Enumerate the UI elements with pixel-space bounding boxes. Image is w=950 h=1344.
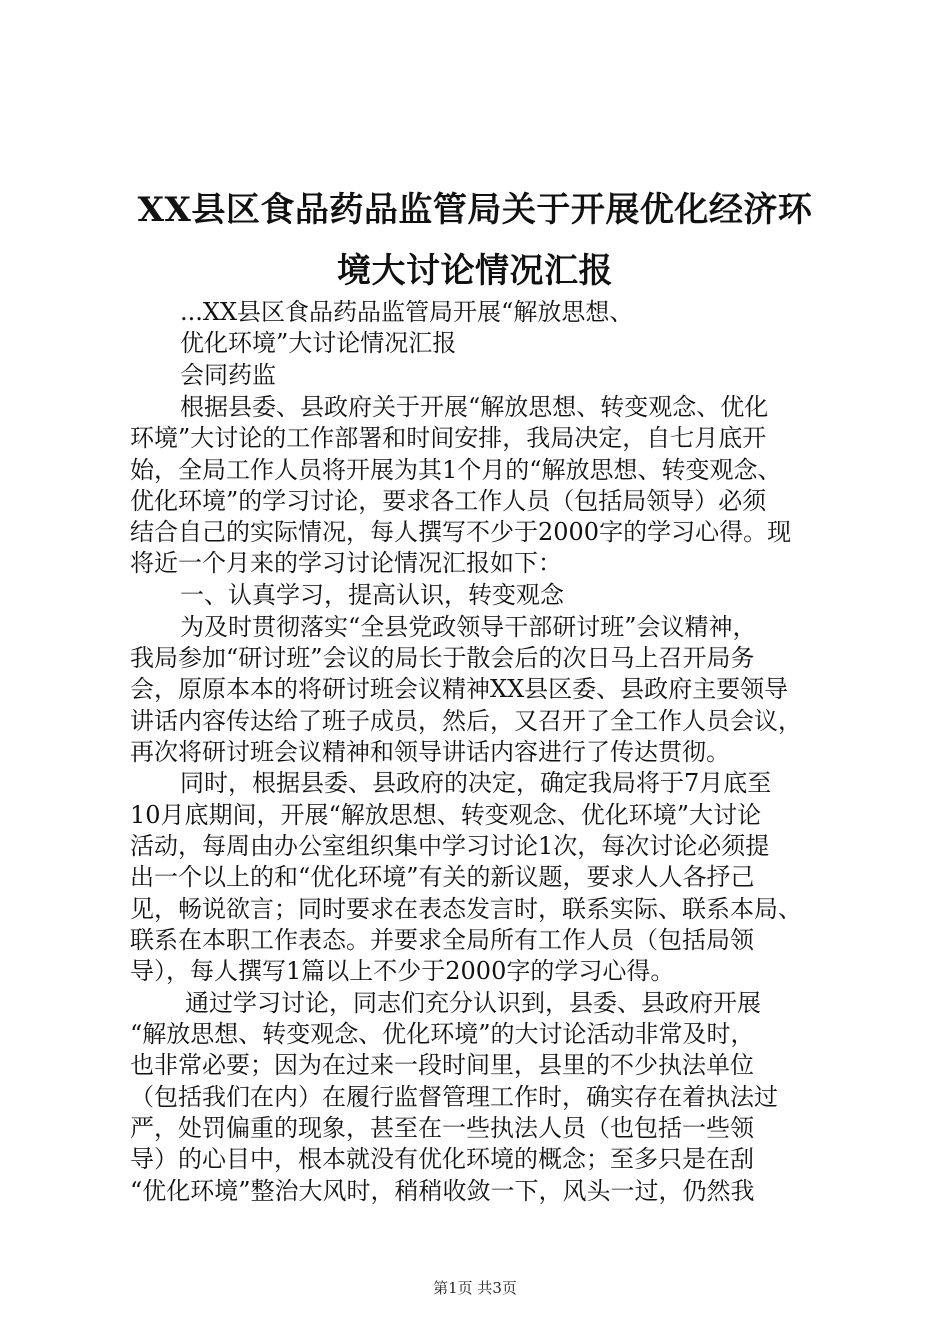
body-line: 根据县委、县政府关于开展“解放思想、转变观念、优化 [180, 393, 769, 421]
body-line: 始，全局工作人员将开展为其1个月的“解放思想、转变观念、 [130, 456, 782, 484]
body-line: 见，畅说欲言；同时要求在表态发言时，联系实际、联系本局、 [130, 895, 802, 923]
body-line: 同时，根据县委、县政府的决定，确定我局将于7月底至 [180, 769, 772, 797]
body-line: 导）的心目中，根本就没有优化环境的概念；至多只是在刮 [130, 1145, 754, 1173]
body-line: “优化环境”整治大风时，稍稍收敛一下，风头一过，仍然我 [130, 1177, 755, 1205]
body-line: 会，原原本本的将研讨班会议精神XX县区委、县政府主要领导 [130, 675, 789, 703]
body-line: （包括我们在内）在履行监督管理工作时，确实存在着执法过 [130, 1083, 778, 1111]
body-line: 环境”大讨论的工作部署和时间安排，我局决定，自七月底开 [130, 424, 767, 452]
document-title-line-2: 境大讨论情况汇报 [337, 251, 613, 291]
body-line: 讲话内容传达给了班子成员，然后，又召开了全工作人员会议， [130, 707, 802, 735]
body-line: 出一个以上的和“优化环境”有关的新议题，要求人人各抒己 [130, 863, 755, 891]
body-line: 优化环境”的学习讨论，要求各工作人员（包括局领导）必须 [130, 487, 767, 515]
body-line: 再次将研讨班会议精神和领导讲话内容进行了传达贯彻。 [130, 738, 730, 766]
section-heading: 一、认真学习，提高认识，转变观念 [180, 581, 564, 609]
document-title-line-1: XX县区食品药品监管局关于开展优化经济环 [137, 190, 813, 230]
body-line: 10月底期间，开展“解放思想、转变观念、优化环境”大讨论 [130, 801, 762, 829]
body-line: 将近一个月来的学习讨论情况汇报如下： [130, 549, 562, 577]
body-line: 联系在本职工作表态。并要求全局所有工作人员（包括局领 [130, 926, 754, 954]
body-line: 为及时贯彻落实“全县党政领导干部研讨班”会议精神， [180, 613, 757, 641]
author-line: 会同药监 [180, 361, 276, 389]
page-number: 第1页 共3页 [433, 1279, 517, 1297]
body-line: 导），每人撰写1篇以上不少于2000字的学习心得。 [130, 957, 675, 985]
body-line: 通过学习讨论，同志们充分认识到，县委、县政府开展 [185, 989, 761, 1017]
body-line: 结合自己的实际情况，每人撰写不少于2000字的学习心得。现 [130, 518, 792, 546]
body-line: 活动，每周由办公室组织集中学习讨论1次，每次讨论必须提 [130, 832, 770, 860]
body-line: 我局参加“研讨班”会议的局长于散会后的次日马上召开局务 [130, 644, 755, 672]
body-line: 也非常必要；因为在过来一段时间里，县里的不少执法单位 [130, 1051, 754, 1079]
subtitle-line-1: ...XX县区食品药品监管局开展“解放思想、 [180, 298, 634, 326]
subtitle-line-2: 优化环境”大讨论情况汇报 [180, 329, 457, 357]
body-line: “解放思想、转变观念、优化环境”的大讨论活动非常及时， [130, 1020, 755, 1048]
body-line: 严，处罚偏重的现象，甚至在一些执法人员（也包括一些领 [130, 1114, 754, 1142]
